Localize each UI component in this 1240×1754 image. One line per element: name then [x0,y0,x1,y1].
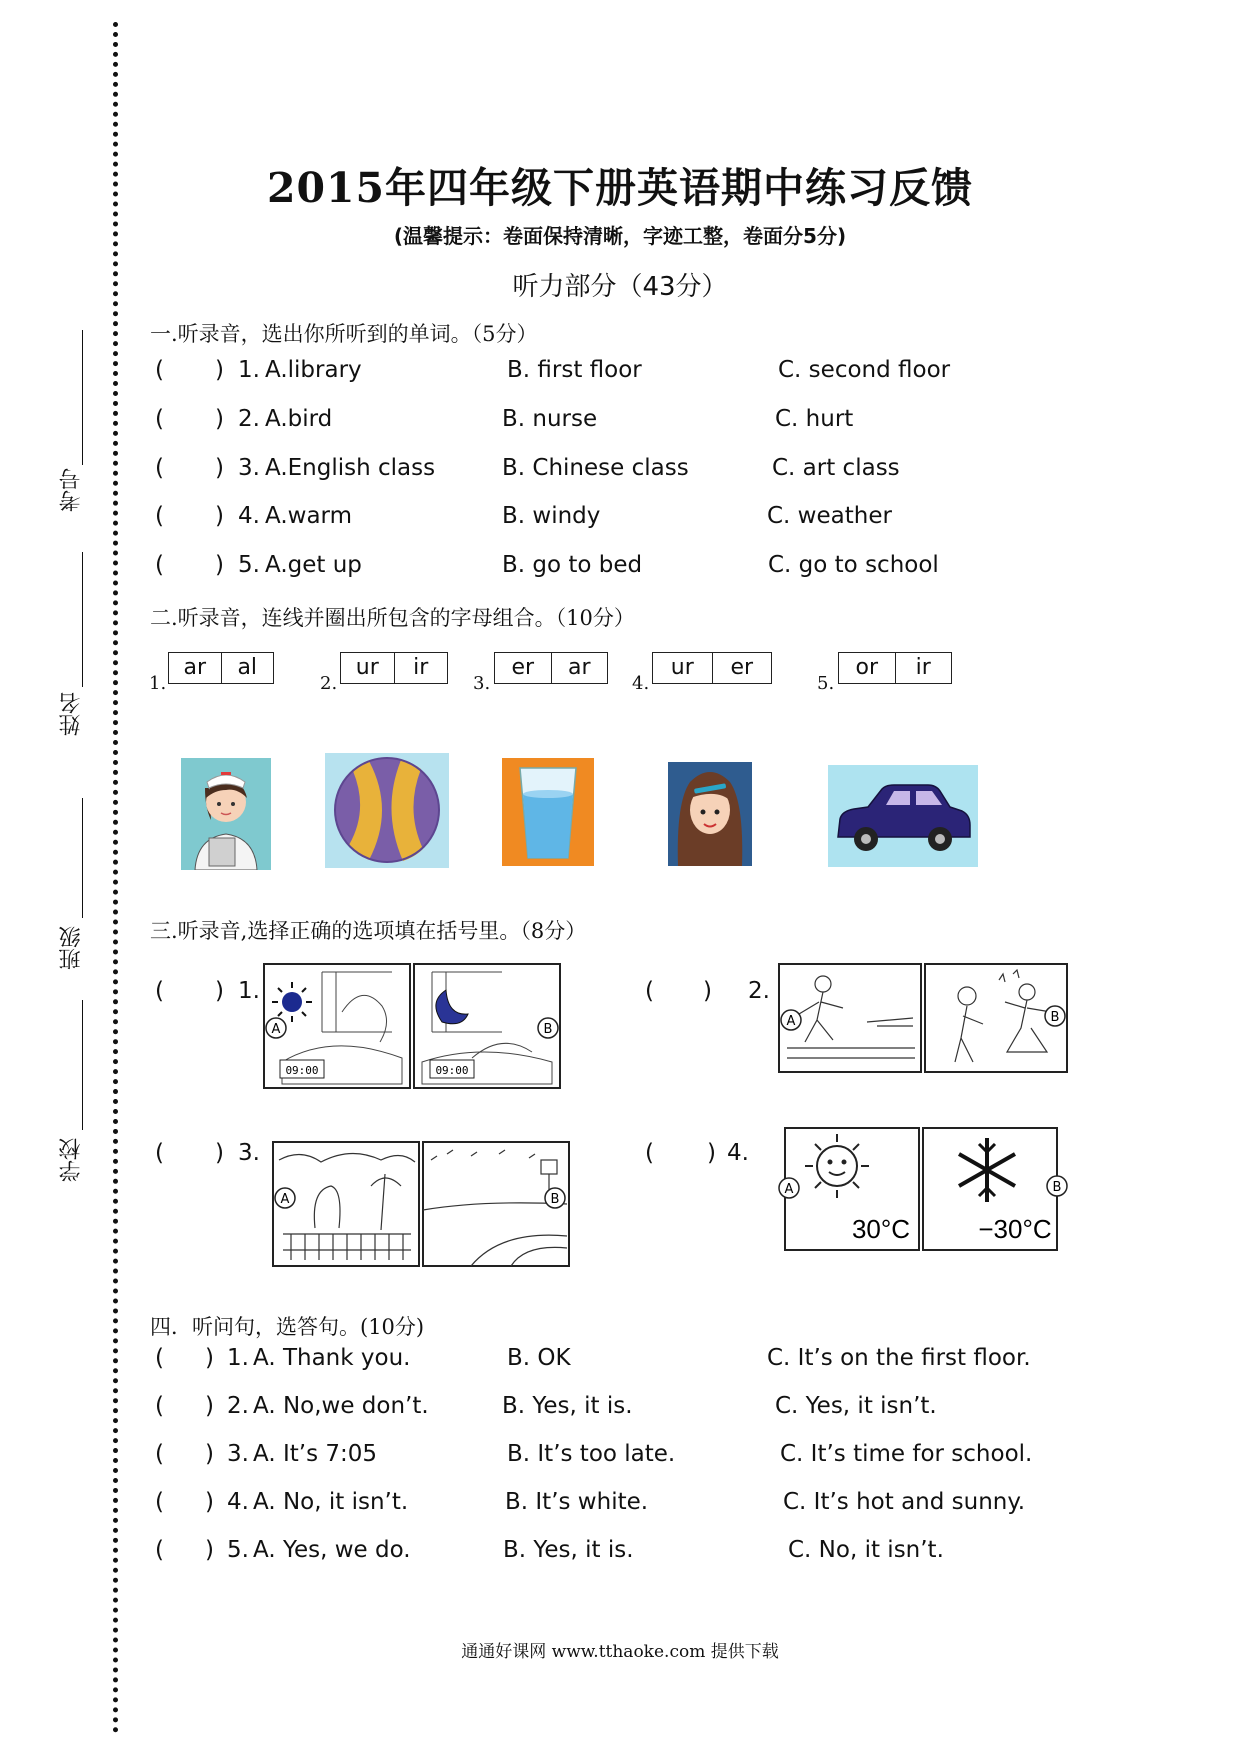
letter-combo-box [652,652,772,684]
item-number: 1. [238,978,260,1004]
option-a: A. It’s 7:05 [253,1441,378,1467]
answer-paren-close: ) [215,357,224,383]
option-a-marker: A [271,1022,281,1037]
item-number: 2. [320,673,338,694]
option-a-marker: A [784,1182,794,1197]
section-heading: 听力部分（43分） [512,272,728,302]
option-a-marker: A [786,1014,796,1029]
answer-paren-close: ) [205,1393,214,1419]
answer-paren-open: ( [155,1140,164,1166]
item-number: 3. [238,455,260,481]
item-number: 2. [748,978,770,1004]
item-number: 1. [238,357,260,383]
item-number: 4. [632,673,650,694]
option-a: A.get up [265,552,362,578]
letter-combo: ur [341,653,395,683]
item-number: 5. [817,673,835,694]
item-number: 3. [238,1140,260,1166]
letter-combo: ir [915,655,931,680]
answer-paren-open: ( [645,978,654,1004]
school-label: 学校 [59,1138,84,1182]
option-c: C. No, it isn’t. [788,1537,944,1563]
answer-paren-close: ) [205,1345,214,1371]
answer-paren-open: ( [155,503,164,529]
option-c: C. weather [767,503,892,529]
page-subtitle: (温馨提示：卷面保持清晰，字迹工整，卷面分5分) [393,224,847,248]
answer-paren-open: ( [155,406,164,432]
option-a: A. Thank you. [253,1345,411,1371]
answer-paren-open: ( [155,357,164,383]
school-blank [82,1000,83,1130]
answer-paren-open: ( [645,1140,654,1166]
letter-combo-box [340,652,448,684]
option-c: C. art class [772,455,900,481]
option-b: B. nurse [502,406,598,432]
option-a: A.library [265,357,362,383]
temperature-b: −30°C [978,1214,1052,1244]
answer-paren-open: ( [155,1393,164,1419]
item-number: 1. [149,673,167,694]
option-b-marker: B [1050,1010,1060,1025]
exam-no-label: 考号 [59,468,84,512]
option-b: B. go to bed [502,552,643,578]
answer-paren-close: ) [215,503,224,529]
answer-paren-close: ) [215,406,224,432]
sun-icon [272,982,312,1022]
item-number: 3. [227,1441,249,1467]
option-a-marker: A [280,1192,290,1207]
name-label: 姓名 [59,692,84,736]
footer-credit: 通通好课网 www.tthaoke.com 提供下载 [461,1642,779,1662]
option-a: A.bird [265,406,333,432]
letter-combo: or [839,653,896,683]
letter-combo: er [730,655,754,680]
activity-comic [777,962,1069,1074]
option-a: A.English class [265,455,436,481]
item-number: 4. [727,1140,749,1166]
answer-paren-close: ) [215,552,224,578]
option-b-marker: B [550,1192,560,1207]
part2-title: 二.听录音，连线并圈出所包含的字母组合。（10分） [150,606,635,630]
girl-picture [668,762,752,866]
letter-combo: ar [567,655,591,680]
nurse-picture [181,758,271,870]
exam-no-blank [82,330,83,465]
item-number: 4. [238,503,260,529]
item-number: 2. [227,1393,249,1419]
option-c: C. It’s hot and sunny. [783,1489,1026,1515]
option-c: C. It’s on the first floor. [767,1345,1031,1371]
car-picture [828,765,978,867]
option-c: C. second floor [778,357,951,383]
weather-comic [777,1126,1069,1252]
class-label: 班级 [59,926,84,970]
option-b: B. windy [502,503,601,529]
answer-paren-open: ( [155,1489,164,1515]
letter-combo: ir [413,655,429,680]
answer-paren-close: ) [703,978,712,1004]
letter-combo: ur [653,653,713,683]
item-number: 5. [227,1537,249,1563]
option-b-marker: B [1052,1180,1062,1195]
option-b: B. OK [507,1345,571,1371]
letter-combo-box [168,652,274,684]
item-number: 5. [238,552,260,578]
option-b: B. Chinese class [502,455,689,481]
answer-paren-close: ) [205,1537,214,1563]
letter-combo-box [494,652,608,684]
sleep-comic [262,962,562,1090]
letter-combo-box [838,652,952,684]
part3-title: 三.听录音,选择正确的选项填在括号里。（8分） [150,919,587,943]
answer-paren-open: ( [155,552,164,578]
option-b: B. Yes, it is. [503,1537,634,1563]
answer-paren-close: ) [215,455,224,481]
letter-combo: ar [169,653,222,683]
option-b: B. It’s white. [505,1489,649,1515]
item-number: 1. [227,1345,249,1371]
answer-paren-open: ( [155,455,164,481]
water-glass-picture [502,758,594,866]
option-c: C. go to school [768,552,939,578]
class-blank [82,798,83,918]
part1-title: 一.听录音，选出你所听到的单词。（5分） [150,322,538,346]
item-number: 2. [238,406,260,432]
answer-paren-close: ) [205,1441,214,1467]
answer-paren-open: ( [155,1441,164,1467]
option-a: A. No, it isn’t. [253,1489,409,1515]
option-b: B. Yes, it is. [502,1393,633,1419]
page-title: 2015年四年级下册英语期中练习反馈 [266,164,974,212]
answer-paren-close: ) [215,1140,224,1166]
answer-paren-open: ( [155,1345,164,1371]
option-b: B. first floor [507,357,642,383]
option-c: C. hurt [775,406,854,432]
letter-combo: er [495,653,552,683]
name-blank [82,552,83,687]
answer-paren-close: ) [215,978,224,1004]
place-comic [271,1140,571,1268]
temperature-a: 30°C [851,1214,911,1244]
option-b: B. It’s too late. [507,1441,676,1467]
answer-paren-close: ) [707,1140,716,1166]
letter-combo: al [237,655,258,680]
item-number: 3. [473,673,491,694]
ball-picture [325,753,449,868]
item-number: 4. [227,1489,249,1515]
option-a: A.warm [265,503,353,529]
option-a: A. Yes, we do. [253,1537,411,1563]
option-c: C. It’s time for school. [780,1441,1033,1467]
option-c: C. Yes, it isn’t. [775,1393,937,1419]
option-a: A. No,we don’t. [253,1393,429,1419]
clock-b-time: 09:00 [435,1064,469,1077]
option-b-marker: B [543,1022,553,1037]
clock-a-time: 09:00 [285,1064,319,1077]
answer-paren-close: ) [205,1489,214,1515]
answer-paren-open: ( [155,978,164,1004]
answer-paren-open: ( [155,1537,164,1563]
part4-title: 四．听问句，选答句。(10分) [150,1315,425,1339]
